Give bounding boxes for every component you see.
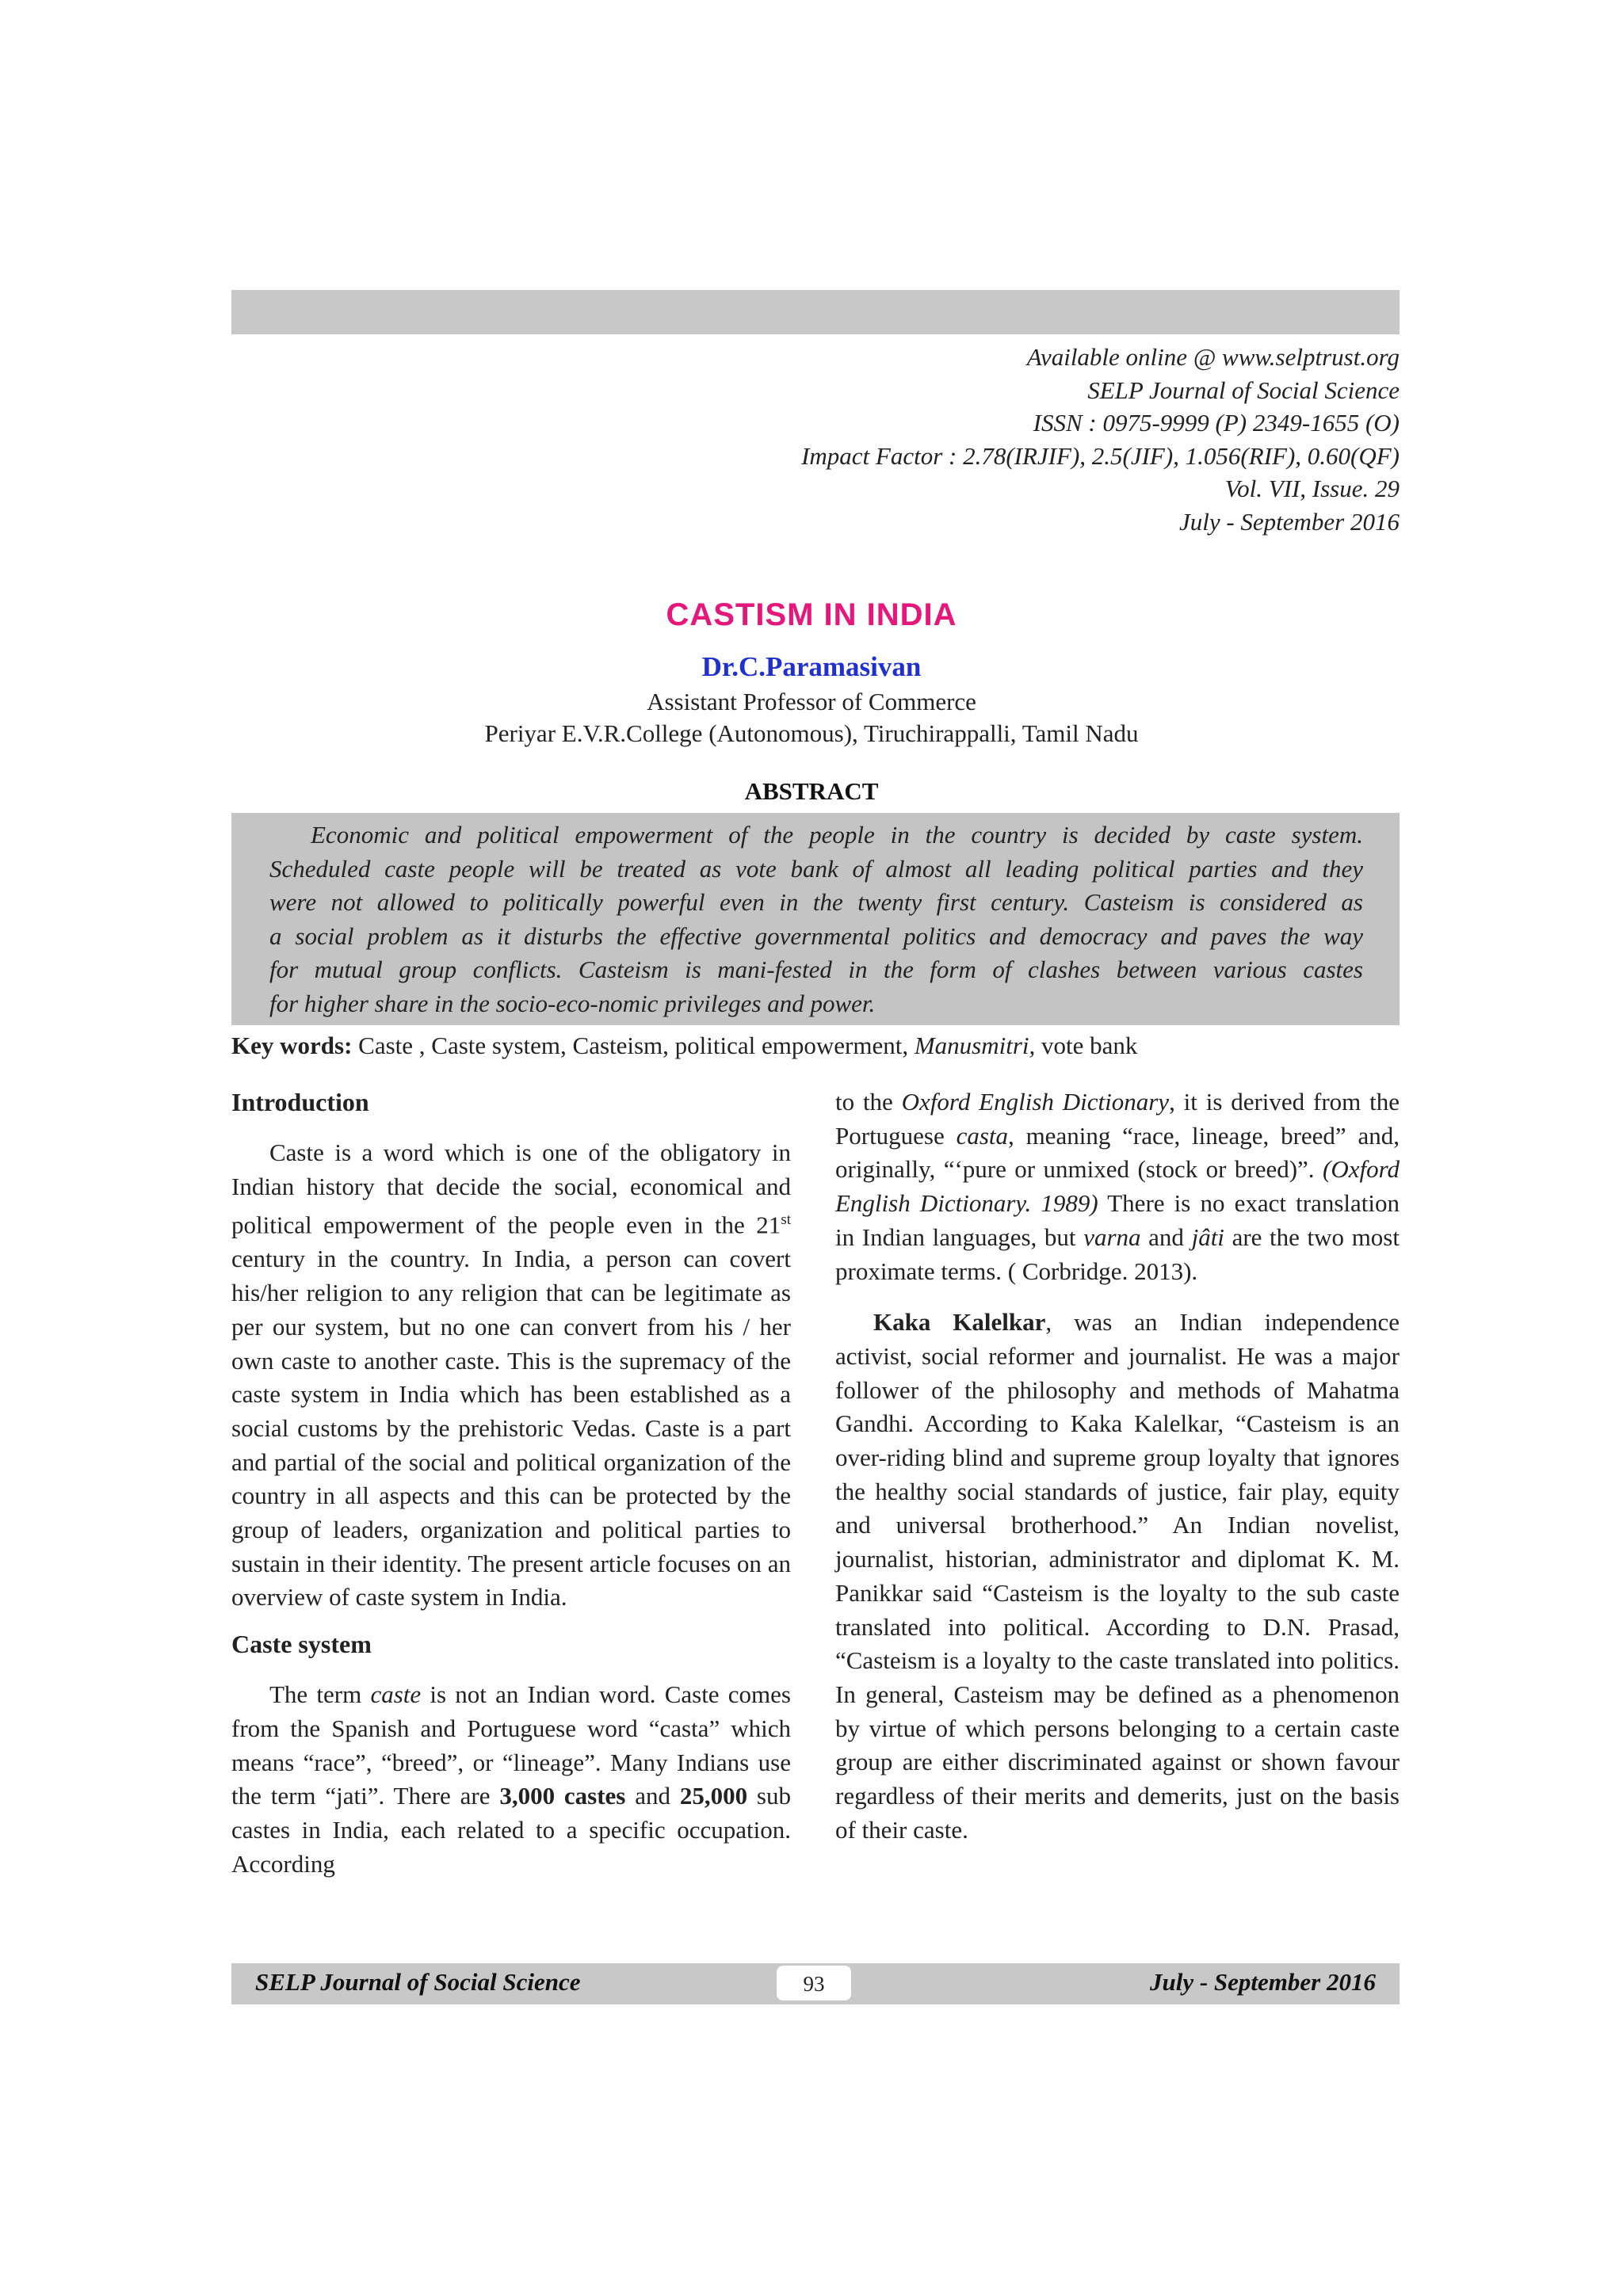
author-name: Dr.C.Paramasivan	[701, 651, 922, 682]
intro-paragraph	[231, 1136, 791, 1615]
castes-count: 3,000 castes	[499, 1782, 626, 1810]
jati-italic: jâti	[1191, 1222, 1224, 1251]
oed-text-6: are the two most proximate terms. ( Corbridge. 2013).	[835, 1222, 1400, 1285]
caste-system-paragraph	[231, 1678, 791, 1881]
oed-paragraph	[835, 1085, 1400, 1288]
abstract-line: a social problem as it disturbs the effective governmental politics and democracy and paves the way	[269, 921, 1363, 950]
subcastes-count: 25,000	[679, 1782, 748, 1810]
footer-date: July - September 2016	[1150, 1968, 1376, 1996]
abstract-line: Economic and political empowerment of the people in the country is decided by caste system.	[311, 821, 1363, 849]
keywords-italic: Manusmitri,	[914, 1032, 1036, 1059]
oed-text-4: There is no exact translation in Indian languages, but	[835, 1189, 1400, 1251]
footer-journal: SELP Journal of Social Science	[255, 1968, 581, 1996]
oed-text-3: , meaning “race, lineage, breed” and, originally, “‘pure or unmixed (stock or breed)”.	[835, 1121, 1400, 1184]
header-bar	[231, 290, 1400, 334]
abstract-line: Scheduled caste people will be treated as vote bank of almost all leading political parties and they	[269, 854, 1363, 883]
author-institution: Periyar E.V.R.College (Autonomous), Tiruchirappalli, Tamil Nadu	[484, 719, 1139, 747]
kalelkar-text: , was an Indian independence activist, social reformer and journalist. He was a major follower of the philosophy and methods of Mahatma Gandhi. According to Kaka Kalelkar, “Casteism is an over-riding blind and supreme group loyalty that ignores the healthy social standards of justice, fair play, equity and universal brotherhood.” An Indian novelist, journalist, historian, administrator and diplomat K. M. Panikkar said “Casteism is the loyalty to the sub caste translated into political. According to D.N. Prasad, “Casteism is a loyalty to the caste translated into politics. In general, Casteism may be defined as a phenomenon by virtue of which persons belonging to a certain caste group are either discriminated against or shown favour regardless of their merits and demerits, just on the basis of their caste.	[835, 1308, 1400, 1844]
left-column	[231, 1085, 791, 1881]
kalelkar-name: Kaka Kalelkar	[873, 1308, 1046, 1337]
publication-date: July - September 2016	[1178, 507, 1400, 536]
oed-text: to the	[835, 1088, 902, 1116]
intro-superscript: st	[781, 1211, 791, 1229]
issn: ISSN : 0975-9999 (P) 2349-1655 (O)	[1033, 409, 1400, 437]
abstract-line: for higher share in the socio-eco-nomic privileges and power.	[269, 989, 876, 1017]
varna-italic: varna	[1083, 1222, 1141, 1251]
keywords	[231, 1032, 1137, 1060]
article-title: CASTISM IN INDIA	[666, 597, 957, 632]
abstract-text	[269, 818, 1363, 1020]
section-heading-caste-system: Caste system	[231, 1630, 372, 1659]
available-online: Available online @ www.selptrust.org	[1026, 343, 1400, 371]
oed-title: Oxford English Dictionary	[901, 1088, 1170, 1116]
keywords-tail: vote bank	[1035, 1032, 1138, 1059]
section-heading-introduction: Introduction	[231, 1088, 369, 1116]
abstract-line: for mutual group conflicts. Casteism is mani-fested in the form of clashes between various castes	[269, 955, 1363, 983]
caste-text-and: and	[625, 1782, 680, 1810]
keywords-list: Caste , Caste system, Casteism, political empowerment,	[352, 1032, 915, 1059]
caste-text-end: sub castes in India, each related to a specific occupation. According	[231, 1782, 791, 1878]
oed-text-5: and	[1140, 1222, 1192, 1251]
page-number: 93	[777, 1966, 851, 2000]
oed-citation: (Oxford English Dictionary. 1989)	[835, 1155, 1400, 1218]
oed-text-2: , it is derived from the Portuguese	[835, 1088, 1400, 1150]
caste-italic: caste	[370, 1680, 422, 1709]
abstract-line: were not allowed to politically powerful even in the twenty first century. Casteism is considered as	[269, 888, 1363, 916]
impact-factor: Impact Factor : 2.78(IRJIF), 2.5(JIF), 1.056(RIF), 0.60(QF)	[801, 441, 1400, 470]
intro-text: Caste is a word which is one of the obligatory in Indian history that decide the social, economical and political empowerment of the people even in the 21	[231, 1138, 791, 1239]
caste-text-cont: is not an Indian word. Caste comes from the Spanish and Portuguese word “casta” which means “race”, “breed”, or “lineage”. Many Indians use the term “jati”. There are	[231, 1680, 791, 1810]
volume-issue: Vol. VII, Issue. 29	[1224, 475, 1400, 502]
publication-info	[449, 341, 1400, 538]
journal-name: SELP Journal of Social Science	[1087, 376, 1400, 404]
caste-text: The term	[269, 1680, 371, 1709]
kalelkar-paragraph	[835, 1306, 1400, 1847]
keywords-label: Key words:	[231, 1032, 353, 1059]
intro-text-cont: century in the country. In India, a person can covert his/her religion to any religion that can be legitimate as per our system, but no one can convert from his / her own caste to another caste. This is the supremacy of the caste system in India which has been established as a social customs by the prehistoric Vedas. Caste is a part and partial of the social and political organization of the country in all aspects and this can be protected by the group of leaders, organization and political parties to sustain in their identity. The present article focuses on an overview of caste system in India.	[231, 1245, 791, 1611]
casta-italic: casta	[956, 1121, 1009, 1150]
abstract-heading: ABSTRACT	[744, 777, 879, 805]
author-position: Assistant Professor of Commerce	[647, 688, 976, 715]
right-column	[835, 1085, 1400, 1847]
